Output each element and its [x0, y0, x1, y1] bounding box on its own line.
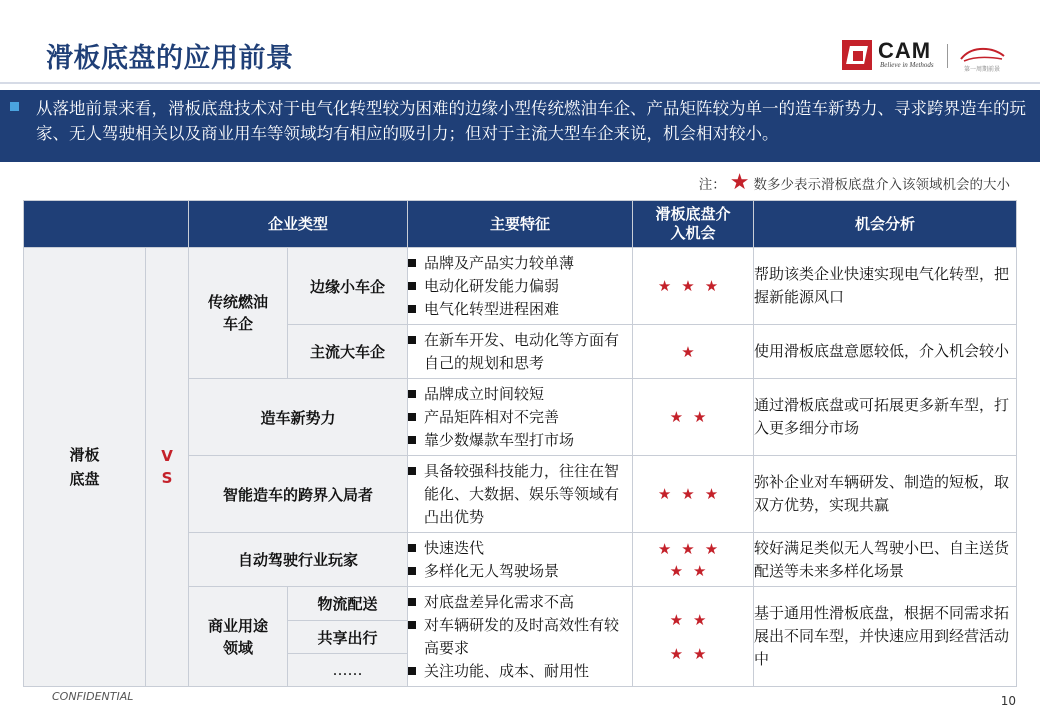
- header-opportunity: [633, 201, 754, 248]
- analysis-major-oem: 使用滑板底盘意愿较低，介入机会较小: [754, 325, 1017, 379]
- feature-item: 快速迭代: [408, 537, 632, 560]
- summary-banner: [0, 90, 1040, 162]
- summary-text: 从落地前景来看，滑板底盘技术对于电气化转型较为困难的边缘小型传统燃油车企、产品矩阵较为单一的造车新势力、寻求跨界造车的玩家、无人驾驶相关以及商业用车等领域均有相应的吸引力；但对于主流大型车企来说，机会相对较小。: [36, 99, 1026, 143]
- title-divider: [0, 82, 1040, 84]
- stars-line: ★★: [669, 561, 717, 580]
- feature-item: 品牌成立时间较短: [408, 383, 632, 406]
- square-bullet-icon: [10, 102, 19, 111]
- feature-item: 电动化研发能力偏弱: [408, 275, 632, 298]
- car-logo-icon: [958, 44, 1008, 66]
- feature-item: 对车辆研发的及时高效性有较高要求: [408, 614, 632, 660]
- application-table: [23, 200, 1017, 687]
- feature-item: 具备较强科技能力，往往在智能化、大数据、娱乐等领域有凸出优势: [408, 460, 632, 529]
- traditional-group-label: 传统燃油车企: [207, 293, 268, 333]
- feature-item: 对底盘差异化需求不高: [408, 591, 632, 614]
- page-number: 10: [1000, 694, 1016, 708]
- stars-small-oem: ★★★: [633, 248, 754, 325]
- feature-item: 关注功能、成本、耐用性: [408, 660, 632, 683]
- type-ellipsis: ……: [288, 654, 408, 687]
- feature-item: 靠少数爆款车型打市场: [408, 429, 632, 452]
- analysis-crossover-entrants: 弥补企业对车辆研发、制造的短板，取双方优势，实现共赢: [754, 456, 1017, 533]
- analysis-autonomous-players: 较好满足类似无人驾驶小巴、自主送货配送等未来多样化场景: [754, 533, 1017, 587]
- table-header-row: [24, 201, 1017, 248]
- logo-tagline: Believe in Methods: [880, 61, 934, 69]
- header-blank: [24, 201, 189, 248]
- commercial-group-cell: [189, 587, 288, 687]
- type-autonomous-players: 自动驾驶行业玩家: [189, 533, 408, 587]
- features-commercial: [408, 587, 633, 687]
- header-analysis: 机会分析: [754, 201, 1017, 248]
- note-text: 数多少表示滑板底盘介入该领域机会的大小: [753, 177, 1010, 193]
- stars-line: ★★: [669, 644, 717, 663]
- confidential-label: CONFIDENTIAL: [52, 690, 134, 703]
- table-row: [24, 248, 1017, 325]
- star-legend-note: [698, 170, 1010, 195]
- commercial-group-label: 商业用途领域: [207, 616, 268, 657]
- logo-brand: CAM: [878, 38, 932, 63]
- traditional-group-cell: [189, 248, 288, 379]
- features-small-oem: [408, 248, 633, 325]
- type-small-oem: 边缘小车企: [288, 248, 408, 325]
- logo-partner-text: 第一周期前景: [964, 66, 1001, 73]
- type-crossover-entrants: 智能造车的跨界入局者: [189, 456, 408, 533]
- stars-line: ★★★: [657, 539, 729, 558]
- features-new-forces: [408, 379, 633, 456]
- vs-label: VS: [161, 447, 173, 487]
- skateboard-chassis-label: 滑板底盘: [69, 446, 100, 488]
- features-crossover-entrants: [408, 456, 633, 533]
- type-new-forces: 造车新势力: [189, 379, 408, 456]
- stars-line: ★★: [669, 610, 717, 629]
- note-prefix: 注：: [698, 177, 726, 193]
- stars-major-oem: ★: [633, 325, 754, 379]
- stars-commercial: [633, 587, 754, 687]
- features-major-oem: [408, 325, 633, 379]
- logo-separator: [947, 44, 948, 68]
- page-title: 滑板底盘的应用前景: [46, 43, 294, 74]
- analysis-new-forces: 通过滑板底盘或可拓展更多新车型，打入更多细分市场: [754, 379, 1017, 456]
- features-autonomous-players: [408, 533, 633, 587]
- header-company-type: 企业类型: [189, 201, 408, 248]
- header-opportunity-label: 滑板底盘介入机会: [655, 205, 731, 242]
- feature-item: 在新车开发、电动化等方面有自己的规划和思考: [408, 329, 632, 375]
- cam-logo-mark-icon: [842, 40, 872, 70]
- type-logistics: 物流配送: [288, 587, 408, 621]
- stars-autonomous-players: [633, 533, 754, 587]
- feature-item: 电气化转型进程困难: [408, 298, 632, 321]
- stars-new-forces: ★★: [633, 379, 754, 456]
- type-shared-mobility: 共享出行: [288, 621, 408, 654]
- feature-item: 品牌及产品实力较单薄: [408, 252, 632, 275]
- star-icon: ★: [729, 170, 750, 195]
- type-major-oem: 主流大车企: [288, 325, 408, 379]
- skateboard-chassis-cell: [24, 248, 146, 687]
- feature-item: 多样化无人驾驶场景: [408, 560, 632, 583]
- cam-logo: [842, 40, 1022, 72]
- vs-cell: [146, 248, 189, 687]
- header-main-features: 主要特征: [408, 201, 633, 248]
- analysis-small-oem: 帮助该类企业快速实现电气化转型，把握新能源风口: [754, 248, 1017, 325]
- stars-crossover-entrants: ★★★: [633, 456, 754, 533]
- feature-item: 产品矩阵相对不完善: [408, 406, 632, 429]
- analysis-commercial: 基于通用性滑板底盘，根据不同需求拓展出不同车型，并快速应用到经营活动中: [754, 587, 1017, 687]
